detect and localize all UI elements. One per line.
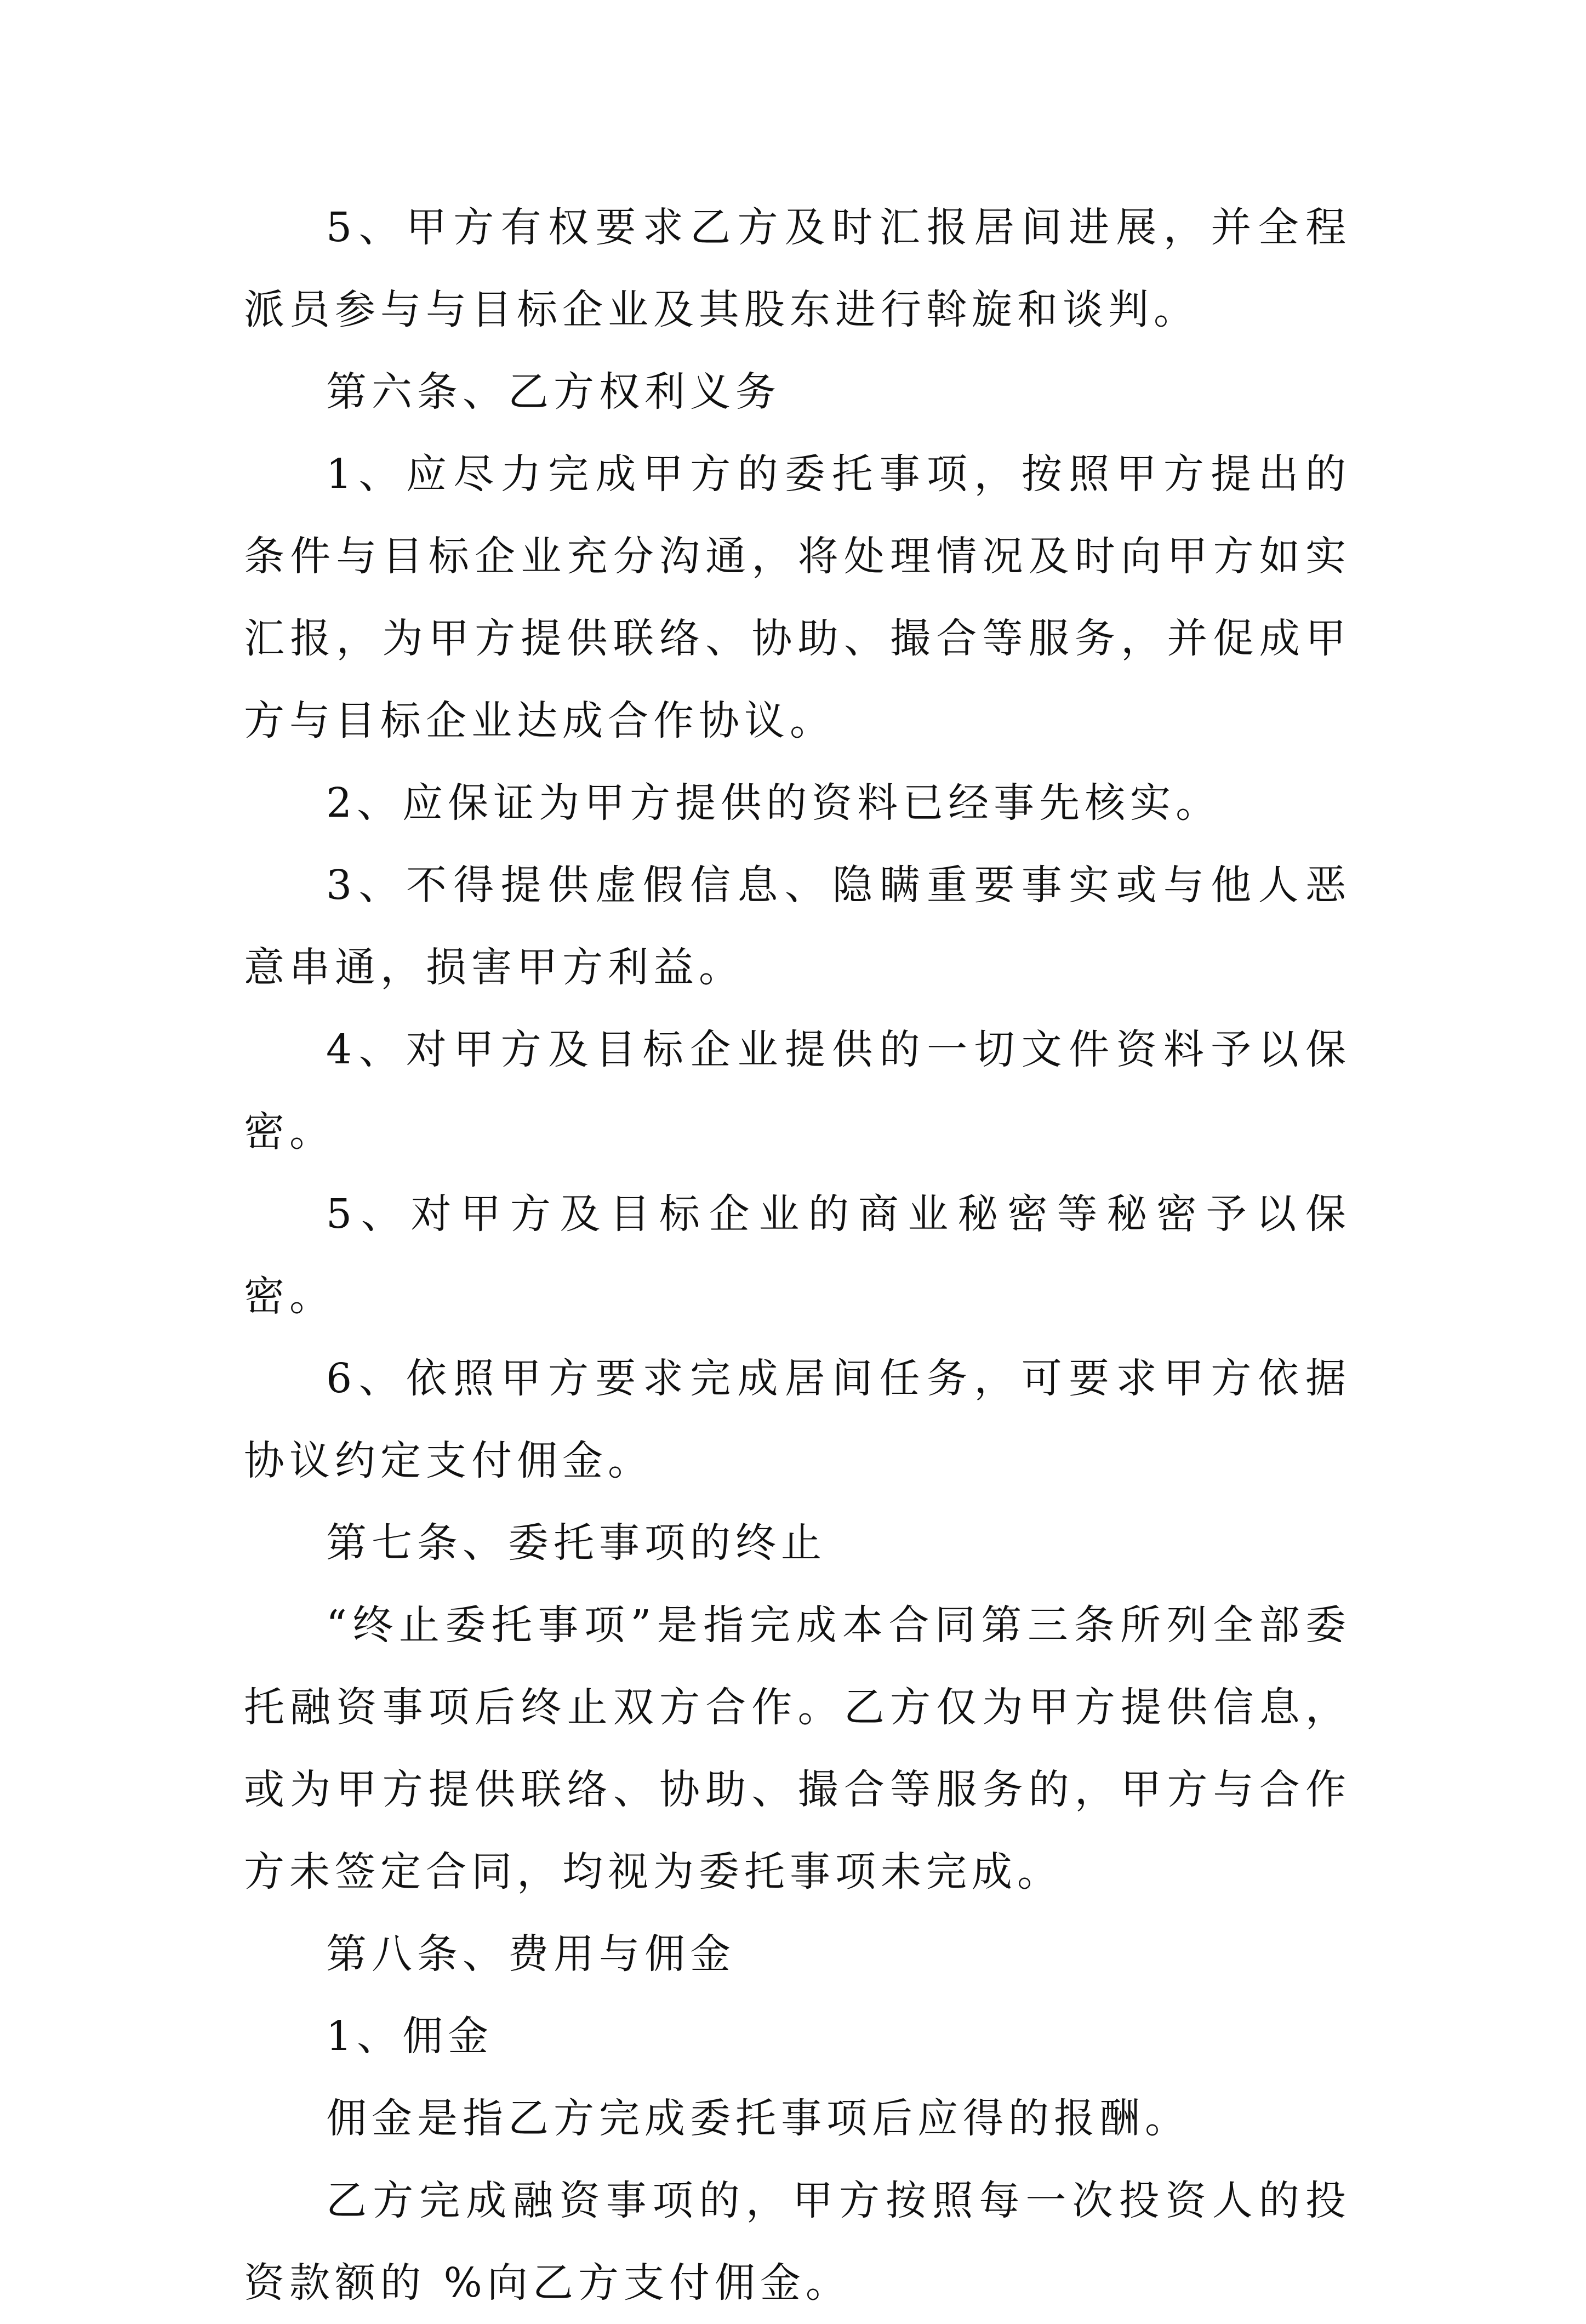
article-6-heading: 第六条、乙方权利义务 [326,368,781,415]
paragraph-item-5-right-to-report: 5、甲方有权要求乙方及时汇报居间进展，并全程派员参与与目标企业及其股东进行斡旋和谈判。 [244,204,1351,333]
paragraph-obligation-3: 3、不得提供虚假信息、隐瞒重要事实或与他人恶意串通，损害甲方利益。 [244,862,1351,991]
paragraph-termination-definition: “终止委托事项”是指完成本合同第三条所列全部委托融资事项后终止双方合作。乙方仅为甲方提供信息，或为甲方提供联络、协助、撮合等服务的，甲方与合作方未签定合同，均视为委托事项未完成。 [244,1602,1351,1895]
paragraph-obligation-5: 5、对甲方及目标企业的商业秘密等秘密予以保密。 [244,1191,1351,1320]
document-body [244,186,1351,2324]
paragraph-obligation-4: 4、对甲方及目标企业提供的一切文件资料予以保密。 [244,1026,1351,1155]
article-8-heading: 第八条、费用与佣金 [326,1930,735,1978]
paragraph-obligation-1: 1、应尽力完成甲方的委托事项，按照甲方提出的条件与目标企业充分沟通，将处理情况及时向甲方如实汇报，为甲方提供联络、协助、撮合等服务，并促成甲方与目标企业达成合作协议。 [244,451,1351,744]
paragraph-obligation-2: 2、应保证为甲方提供的资料已经事先核实。 [326,779,1222,827]
paragraph-commission-definition: 佣金是指乙方完成委托事项后应得的报酬。 [326,2095,1190,2142]
paragraph-commission-heading: 1、佣金 [326,2013,494,2060]
paragraph-commission-rate: 乙方完成融资事项的，甲方按照每一次投资人的投资款额的 %向乙方支付佣金。 [244,2177,1351,2306]
article-7-heading: 第七条、委托事项的终止 [326,1519,826,1567]
paragraph-obligation-6: 6、依照甲方要求完成居间任务，可要求甲方依据协议约定支付佣金。 [244,1355,1351,1484]
